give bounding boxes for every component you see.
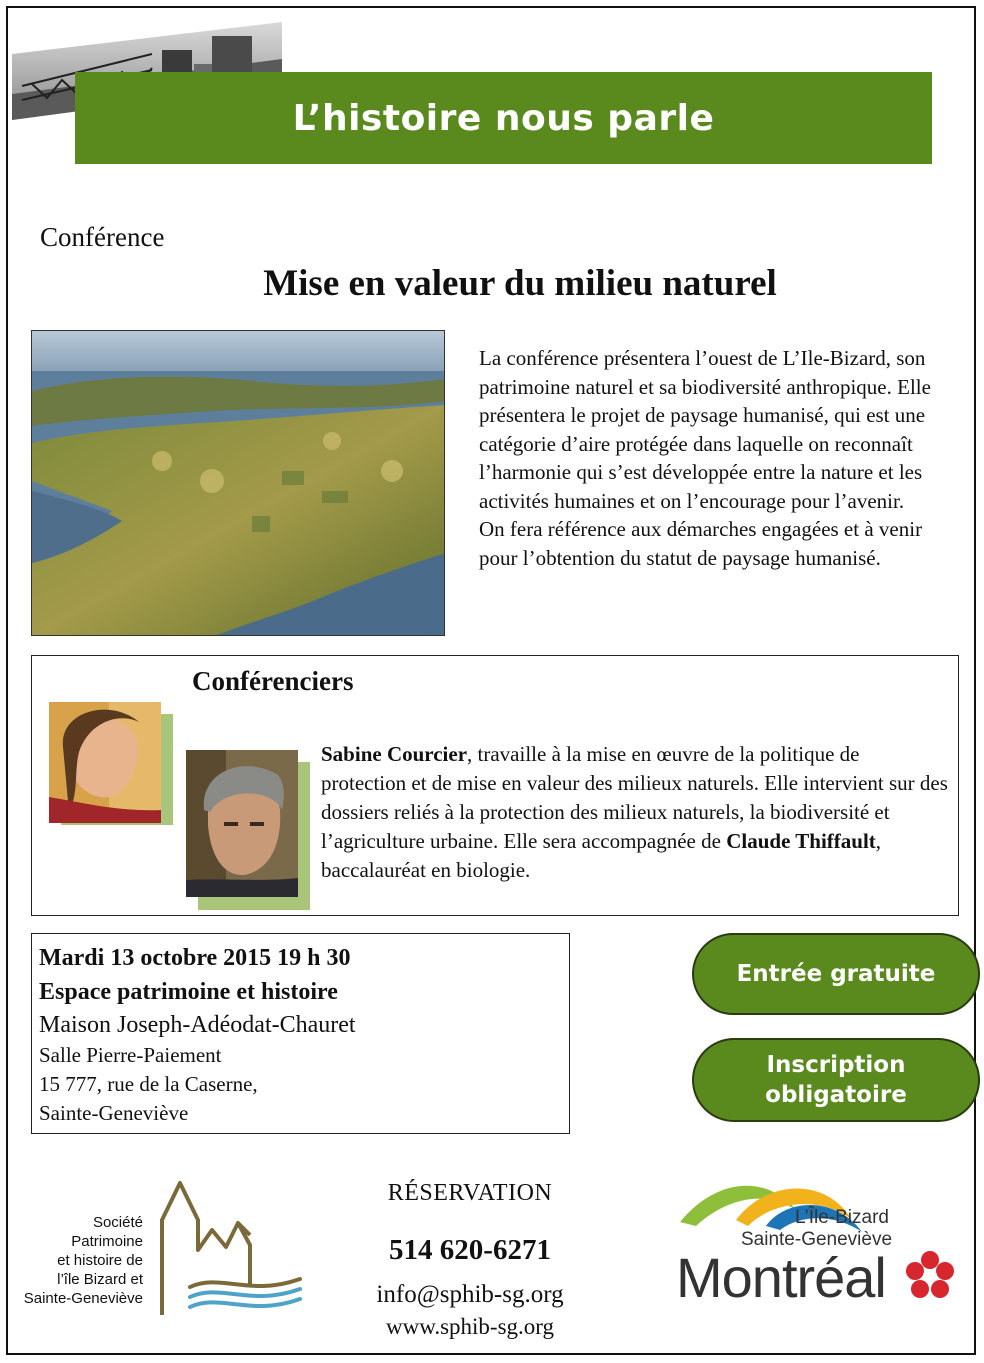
registration-required-badge <box>692 1038 980 1122</box>
society-name-line: et histoire de <box>57 1252 143 1269</box>
society-name-line: Patrimoine <box>71 1233 143 1250</box>
header-banner <box>75 72 932 164</box>
borough-name-line1: L’Île-Bizard <box>795 1207 889 1228</box>
registration-label-line2: obligatoire <box>765 1082 907 1108</box>
speaker-photo-frame <box>186 750 310 910</box>
free-entry-label: Entrée gratuite <box>736 961 936 987</box>
header-title: L’histoire nous parle <box>292 97 715 139</box>
reservation-website: www.sphib-sg.org <box>385 1314 555 1339</box>
society-name-line: l’île Bizard et <box>57 1271 143 1288</box>
speaker-bio-text: , travaille à la mise en œuvre de la politique de protection et de mise en valeur des milieux naturels. Elle intervient sur des dossiers reliés à la protection des milieux naturels, la biodiversité et l’agriculture urbaine. Elle sera accompagnée de <box>321 742 948 853</box>
registration-label-line1: Inscription <box>766 1052 906 1078</box>
free-entry-badge <box>692 933 980 1015</box>
event-street: 15 777, rue de la Caserne, <box>39 1072 258 1096</box>
society-logo <box>150 1175 310 1325</box>
speakers-heading: Conférenciers <box>192 666 354 696</box>
event-room: Salle Pierre-Paiement <box>39 1043 222 1067</box>
borough-name-line2: Sainte-Geneviève <box>741 1229 893 1250</box>
event-details <box>31 933 570 1134</box>
conference-description: La conférence présentera l’ouest de L’Ile-Bizard, son patrimoine naturel et sa biodiversité anthropique. Elle présentera le projet de paysage humanisé, qui est une catégorie d’aire protégée dans laquelle on reconnaît l’harmonie qui s’est développée entre la nature et les activités humaines et on l’encourage pour l’avenir. On fera référence aux démarches engagées et à venir pour l’obtention du statut de paysage humanisé. <box>479 346 931 570</box>
conference-kicker: Conférence <box>40 222 165 252</box>
aerial-landscape-photo <box>31 330 445 636</box>
reservation-phone: 514 620-6271 <box>389 1234 551 1266</box>
event-house: Maison Joseph-Adéodat-Chauret <box>39 1012 356 1038</box>
reservation-label: RÉSERVATION <box>387 1180 553 1206</box>
speaker-bio-tail: , baccalauréat en biologie. <box>321 829 882 882</box>
speakers-box <box>31 655 959 916</box>
society-name-line: Société <box>92 1214 143 1231</box>
speaker-photo-claude <box>186 750 298 897</box>
event-city: Sainte-Geneviève <box>39 1101 189 1125</box>
society-name <box>12 1213 143 1308</box>
reservation-email: info@sphib-sg.org <box>376 1281 564 1308</box>
speakers-bio <box>321 740 949 885</box>
speaker-name-claude: Claude Thiffault <box>726 829 876 853</box>
event-venue: Espace patrimoine et histoire <box>39 979 338 1005</box>
speaker-photo-sabine <box>49 702 161 823</box>
conference-title: Mise en valeur du milieu naturel <box>263 263 777 304</box>
speaker-name-sabine: Sabine Courcier <box>321 742 468 766</box>
event-date: Mardi 13 octobre 2015 19 h 30 <box>39 945 351 971</box>
montreal-wordmark: Montréal <box>676 1246 886 1309</box>
society-name-line: Sainte-Geneviève <box>23 1290 143 1307</box>
speaker-photo-frame <box>49 702 173 825</box>
